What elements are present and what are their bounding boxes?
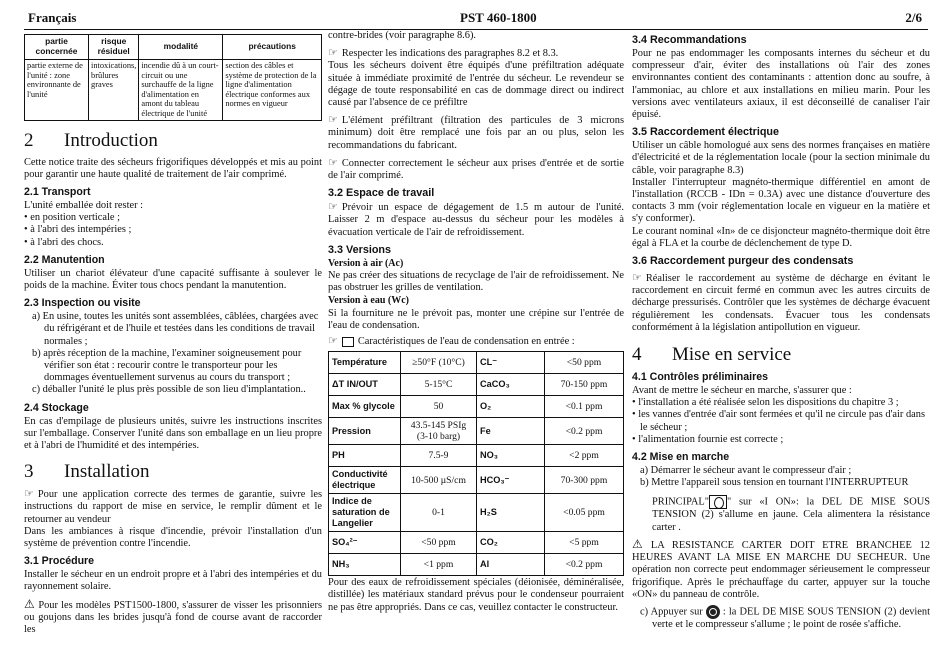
section-4-1-text: Avant de mettre le sécheur en marche, s'assurer que : bbox=[632, 385, 852, 397]
warning-triangle-icon: ⚠ bbox=[24, 596, 36, 611]
section-2-4-text: En cas d'empilage de plusieurs unités, suivre les instructions inscrites sur l'emballage. Conserver l'unité dans son emballage en un lieu propre et à l'abri de l'humidité et des intempéries. bbox=[24, 415, 322, 452]
pointing-hand-icon: ☞ bbox=[328, 155, 338, 169]
water-param-name: CL⁻ bbox=[477, 352, 545, 374]
section-3-4-text: Pour ne pas endommager les composants internes du sécheur et du compresseur d'air, éviter des installations où l'air des zones environnantes contient des contaminants : attention donc au soufre, à l'ammoniac, au chlore et aux installations en milieu marin. Pour les versions avec ventilateurs axiaux, il est déconseillé de canaliser l'air épuisé. bbox=[632, 48, 930, 121]
section-3-5-text-3: Le courant nominal «In» de ce disjoncteur magnéto-thermique doit être égal à FLA et la courbe de déclenchement de type D. bbox=[632, 225, 930, 249]
water-table-caption: ☞ Caractéristiques de l'eau de condensation en entrée : bbox=[328, 334, 575, 348]
section-2-2-heading: 2.2 Manutention bbox=[24, 253, 105, 266]
version-air-heading: Version à air (Ac) bbox=[328, 257, 404, 269]
water-table-row bbox=[329, 554, 624, 576]
header-page-number: 2/6 bbox=[905, 10, 922, 25]
section-2-4-heading: 2.4 Stockage bbox=[24, 401, 89, 414]
list-item: a) Démarrer le sécheur avant le compresseur d'air ; bbox=[640, 465, 852, 477]
water-param-name: HCO₃⁻ bbox=[477, 467, 545, 494]
water-param-value: <0.05 ppm bbox=[545, 494, 624, 532]
water-param-value: <50 ppm bbox=[401, 532, 477, 554]
prefilter-text: Tous les sécheurs doivent être équipés d'une préfiltration adéquate située à immédiate proximité de l'entrée du sécheur. Le revendeur se dégage de toute responsabilité en cas de dommage direct ou indirect causé par l'absence de ce préfiltre bbox=[328, 60, 624, 109]
version-water-text: Si la fourniture ne le prévoit pas, monter une crépine sur l'entrée de l'eau de condensation. bbox=[328, 307, 624, 331]
section-3-6-heading: 3.6 Raccordement purgeur des condensats bbox=[632, 255, 854, 268]
water-param-value: ≥50°F (10°C) bbox=[401, 352, 477, 374]
water-table-row bbox=[329, 467, 624, 494]
section-3-2-text: ☞ Prévoir un espace de dégagement de 1.5 m autour de l'unité. Laisser 2 m d'espace au-dessus du sécheur pour les modèles à évacuation verticale de l'air de refroidissement. bbox=[328, 200, 624, 238]
section-3-4-heading: 3.4 Recommandations bbox=[632, 34, 747, 46]
risk-table bbox=[24, 34, 322, 121]
list-item: • l'alimentation fournie est correcte ; bbox=[632, 433, 784, 445]
risk-table-header: modalité bbox=[139, 35, 223, 60]
water-param-name: O₂ bbox=[477, 396, 545, 418]
section-2-1-heading: 2.1 Transport bbox=[24, 185, 91, 198]
water-table-row bbox=[329, 494, 624, 532]
water-param-value: 7.5-9 bbox=[401, 445, 477, 467]
water-param-name: H₂S bbox=[477, 494, 545, 532]
pointing-hand-icon: ☞ bbox=[328, 334, 338, 348]
warning-triangle-icon: ⚠ bbox=[632, 536, 648, 551]
water-param-name: Pression bbox=[329, 418, 401, 445]
pointing-hand-icon: ☞ bbox=[328, 200, 338, 214]
risk-table-header: précautions bbox=[223, 35, 322, 60]
water-param-name: Conductivité électrique bbox=[329, 467, 401, 494]
section-3-5-text-2: Installer l'interrupteur magnéto-thermique différentiel en amont de l'installation (RCCB - IDn = 0.3A) avec une distance d'ouverture des contacts 3 mm (voir réglementation locale en vigueur en la matière et s'y conformer). bbox=[632, 176, 930, 225]
water-table-note: Pour des eaux de refroidissement spéciales (déionisée, déminéralisée, distillée) les matériaux standard prévus pour le condenseur pourraient ne pas être appropriés. Dans ce cas, veuillez contacter le constructeur. bbox=[328, 577, 624, 613]
water-table-row bbox=[329, 418, 624, 445]
risk-table-cell: partie externe de l'unité : zone environnante de l'unité bbox=[25, 60, 89, 121]
water-param-name: Al bbox=[477, 554, 545, 576]
header-model: PST 460-1800 bbox=[460, 10, 537, 25]
list-item: • l'installation a été réalisée selon les dispositions du chapitre 3 ; bbox=[632, 397, 899, 409]
section-2-2-text: Utiliser un chariot élévateur d'une capacité suffisante à soulever le poids de la machine. Éviter tous chocs pendant la manutention. bbox=[24, 267, 322, 291]
water-param-value: 70-300 ppm bbox=[545, 467, 624, 494]
on-button-icon bbox=[706, 605, 720, 619]
section-3-heading: 3 Installation bbox=[24, 461, 150, 483]
water-param-name: Indice de saturation de Langelier bbox=[329, 494, 401, 532]
water-param-name: PH bbox=[329, 445, 401, 467]
connect-text: ☞ Connecter correctement le sécheur aux prises d'entrée et de sortie de l'air comprimé. bbox=[328, 155, 624, 182]
preliminary-checks-list bbox=[632, 397, 930, 446]
column-right bbox=[632, 34, 930, 631]
water-param-value: <1 ppm bbox=[401, 554, 477, 576]
startup-list bbox=[632, 465, 930, 489]
water-table-row bbox=[329, 532, 624, 554]
section-4-1-heading: 4.1 Contrôles préliminaires bbox=[632, 371, 769, 384]
water-param-name: SO₄²⁻ bbox=[329, 532, 401, 554]
header-language: Français bbox=[28, 10, 77, 25]
book-icon bbox=[342, 337, 354, 347]
section-3-warranty: ☞ Pour une application correcte des termes de garantie, suivre les instructions du rapport de mise en service, le remplir dûment et le retourner au vendeur bbox=[24, 487, 322, 525]
flange-continuation: contre-brides (voir paragraphe 8.6). bbox=[328, 30, 477, 41]
water-param-name: ΔT IN/OUT bbox=[329, 374, 401, 396]
list-item: b) après réception de la machine, l'examiner soigneusement pour vérifier son état : recourir contre le transporteur pour les dommages éventuellement survenus au cours du transport ; bbox=[32, 347, 302, 384]
water-param-value: 0-1 bbox=[401, 494, 477, 532]
water-param-name: NO₃ bbox=[477, 445, 545, 467]
section-4-2-heading: 4.2 Mise en marche bbox=[632, 451, 730, 464]
version-water-heading: Version à eau (Wc) bbox=[328, 295, 410, 307]
water-param-name: Fe bbox=[477, 418, 545, 445]
risk-table-cell: intoxications, brûlures graves bbox=[89, 60, 139, 121]
main-switch-text: PRINCIPAL" " sur «I ON»: la DEL DE MISE SOUS TENSION (2) s'allume en jaune. Cela alimentera la résistance carter . bbox=[652, 496, 930, 533]
section-2-1-text: L'unité emballée doit rester : bbox=[24, 199, 144, 211]
water-param-value: <0.2 ppm bbox=[545, 418, 624, 445]
water-table-row bbox=[329, 352, 624, 374]
section-2-3-heading: 2.3 Inspection ou visite bbox=[24, 297, 141, 310]
water-param-name: Température bbox=[329, 352, 401, 374]
column-left bbox=[24, 34, 322, 636]
section-3-5-text-1: Utiliser un câble homologué aux sens des normes françaises en matière d'électricité et de la réglementation locale (pour la section minimale du câble, voir paragraphe 8.3) bbox=[632, 140, 930, 176]
water-param-name: Max % glycole bbox=[329, 396, 401, 418]
list-item: • les vannes d'entrée d'air sont fermées et qu'il ne circule pas d'air dans le sécheur ; bbox=[632, 409, 926, 433]
section-4-heading: 4 Mise en service bbox=[632, 344, 792, 366]
section-3-1-heading: 3.1 Procédure bbox=[24, 555, 95, 568]
water-param-name: CO₂ bbox=[477, 532, 545, 554]
water-param-value: 50 bbox=[401, 396, 477, 418]
water-param-value: <50 ppm bbox=[545, 352, 624, 374]
section-3-5-heading: 3.5 Raccordement électrique bbox=[632, 126, 780, 139]
water-param-value: <0.2 ppm bbox=[545, 554, 624, 576]
water-table-row bbox=[329, 396, 624, 418]
water-table-row bbox=[329, 374, 624, 396]
pointing-hand-icon: ☞ bbox=[328, 46, 338, 60]
water-param-value: <2 ppm bbox=[545, 445, 624, 467]
list-item: • à l'abri des chocs. bbox=[24, 236, 104, 248]
section-3-6-text: ☞ Réaliser le raccordement au système de décharge en évitant le raccordement en circuit fermé en commun avec les autres circuits de décharge pressurisés. Contrôler que les systèmes de décharge évacuent régulièrement les condensats. Évacuer tous les condensats conformément à la législation antipollution en vigueur. bbox=[632, 271, 930, 333]
water-param-value: <0.1 ppm bbox=[545, 396, 624, 418]
section-3-2-heading: 3.2 Espace de travail bbox=[328, 187, 435, 200]
water-param-value: 10-500 µS/cm bbox=[401, 467, 477, 494]
list-item: b) Mettre l'appareil sous tension en tournant l'INTERRUPTEUR bbox=[640, 477, 909, 489]
list-item: • en position verticale ; bbox=[24, 212, 120, 224]
water-param-value: 43.5-145 PSIg (3-10 barg) bbox=[401, 418, 477, 445]
water-param-name: CaCO₃ bbox=[477, 374, 545, 396]
pointing-hand-icon: ☞ bbox=[24, 487, 34, 501]
pointing-hand-icon: ☞ bbox=[632, 271, 642, 285]
pointing-hand-icon: ☞ bbox=[328, 113, 338, 127]
press-on-text: c) Appuyer sur : la DEL DE MISE SOUS TENSION (2) devient verte et le compresseur s'allume ; le point de rosée s'affiche. bbox=[640, 606, 930, 630]
water-param-value: <5 ppm bbox=[545, 532, 624, 554]
water-table bbox=[328, 351, 624, 576]
page-header bbox=[24, 8, 928, 30]
list-item: a) En usine, toutes les unités sont assemblées, câblées, chargées avec du réfrigérant et de l'huile et testées dans les conditions de travail normales ; bbox=[32, 311, 319, 347]
version-air-text: Ne pas créer des situations de recyclage de l'air de refroidissement. Ne pas obstruer les grilles de ventilation. bbox=[328, 270, 624, 294]
crankcase-warning: ⚠ LA RESISTANCE CARTER DOIT ETRE BRANCHEE 12 HEURES AVANT LA MISE EN MARCHE DU SECHEUR. Une opération non correcte peut endommager sérieusement le compresseur frigorifique. Après le préchauffage du carter, appuyer sur la touche «ON» du panneau de contrôle. bbox=[632, 536, 930, 600]
water-table-row bbox=[329, 445, 624, 467]
risk-table-header: risque résiduel bbox=[89, 35, 139, 60]
risk-table-cell: incendie dû à un court-circuit ou une surchauffe de la ligne d'alimentation en amont du tableau électrique de l'unité bbox=[139, 60, 223, 121]
list-item: • à l'abri des intempéries ; bbox=[24, 224, 132, 236]
paragraph-ref: ☞ Respecter les indications des paragraphes 8.2 et 8.3. bbox=[328, 46, 559, 60]
inspection-list bbox=[24, 311, 322, 396]
water-param-value: 5-15°C bbox=[401, 374, 477, 396]
column-middle bbox=[328, 30, 624, 614]
transport-list bbox=[24, 212, 322, 249]
list-item: c) déballer l'unité le plus près possible de son lieu d'implantation.. bbox=[32, 384, 306, 396]
section-3-1-warning: ⚠ Pour les modèles PST1500-1800, s'assurer de visser les prisonniers ou goujons dans les brides jusqu'à fond de course avant de raccorder les bbox=[24, 596, 322, 636]
section-2-heading: 2 Introduction bbox=[24, 129, 158, 151]
risk-table-cell: section des câbles et système de protection de la ligne d'alimentation électrique conformes aux normes en vigueur bbox=[223, 60, 322, 121]
section-3-1-text: Installer le sécheur en un endroit propre et à l'abri des intempéries et du rayonnement solaire. bbox=[24, 569, 322, 593]
risk-table-header: partie concernée bbox=[25, 35, 89, 60]
water-param-value: 70-150 ppm bbox=[545, 374, 624, 396]
main-switch-icon bbox=[709, 495, 727, 509]
section-2-intro: Cette notice traite des sécheurs frigorifiques développés et mis au point pour garantir une haute qualité de traitement de l'air comprimé. bbox=[24, 156, 322, 180]
section-3-3-heading: 3.3 Versions bbox=[328, 243, 392, 256]
section-3-fire: Dans les ambiances à risque d'incendie, prévoir l'installation d'un système de prévention contre l'incendie. bbox=[24, 525, 322, 550]
water-param-name: NH₃ bbox=[329, 554, 401, 576]
prefilter-element-text: ☞ L'élément préfiltrant (filtration des particules de 3 microns minimum) doit être remplacé une fois par an ou plus, selon les recommandations du fabricant. bbox=[328, 113, 624, 151]
